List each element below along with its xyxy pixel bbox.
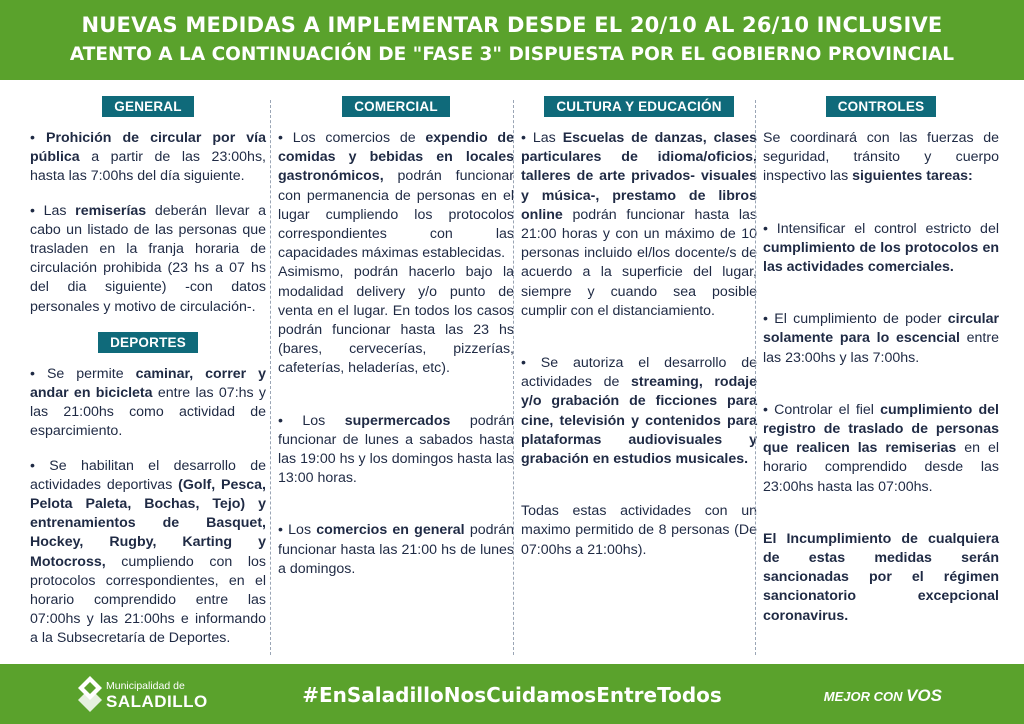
footer-banner: [0, 664, 1024, 724]
cultura-item-2: • Se autoriza el desarrollo de actividades de streaming, rodaje y/o grabación de ficciones para cine, televisión y contenidos para plataformas audiovisuales y grabación en estudios musicales.: [521, 355, 757, 468]
controles-item-1: Se coordinará con las fuerzas de seguridad, tránsito y cuerpo inspectivo las siguientes tareas:: [763, 130, 999, 185]
column-controles: [763, 96, 999, 641]
slogan: MEJOR CON VOS: [823, 686, 942, 705]
comercial-item-2: • Los supermercados podrán funcionar de lunes a sabados hasta las 19:00 hs y los domingos hasta las 13:00 horas.: [278, 412, 514, 487]
comercial-item-1b: Asimismo, podrán hacerlo bajo la modalidad delivery y/o punto de venta en el lugar. En todos los casos podrán funcionar hasta las 23 hs (bares, cervecerías, pizzerías, cafeterías, heladerías, etc).: [278, 264, 514, 377]
column-comercial: [278, 96, 514, 594]
section-tag-controles: CONTROLES: [826, 96, 937, 117]
column-divider: [755, 100, 756, 655]
municipality-name: Municipalidad de SALADILLO: [106, 680, 208, 711]
controles-item-3: • El cumplimiento de poder circular solamente para lo escencial entre las 23:00hs y las 7:00hs.: [763, 311, 999, 366]
column-divider: [270, 100, 271, 655]
section-tag-deportes: DEPORTES: [98, 332, 198, 353]
cultura-item-3: Todas estas actividades con un maximo permitido de 8 personas (De 07:00hs a 21:00hs).: [521, 503, 757, 558]
cultura-item-1: • Las Escuelas de danzas, clases particulares de idioma/oficios, talleres de arte privados- visuales y música-, prestamo de libros online podrán funcionar hasta las 21:00 horas y con un máximo de 10 personas incluido el/los docente/s de acuerdo a la superficie del lugar, siempre y cuando sea posible cumplir con el distanciamiento.: [521, 130, 757, 319]
general-item-2: • Las remiserías deberán llevar a cabo un listado de las personas que trasladen en la franja horaria de circulación prohibida (23 hs a 07 hs del dia siguiente) -con datos personales y motivo de circulación-.: [30, 202, 267, 315]
subtitle: ATENTO A LA CONTINUACIÓN DE "FASE 3" DISPUESTA POR EL GOBIERNO PROVINCIAL: [69, 44, 955, 65]
comercial-item-1: • Los comercios de expendio de comidas y bebidas en locales gastronómicos, podrán funcionar con permanencia de personas en el lugar cumpliendo los protocolos correspondientes con las capacidades máximas establecidas.: [278, 130, 514, 262]
section-tag-comercial: COMERCIAL: [342, 96, 450, 117]
main-title: NUEVAS MEDIDAS A IMPLEMENTAR DESDE EL 20/10 AL 26/10 INCLUSIVE: [81, 13, 943, 37]
section-tag-general: GENERAL: [102, 96, 193, 117]
comercial-item-3: • Los comercios en general podrán funcionar hasta las 21:00 hs de lunes a domingos.: [278, 522, 514, 577]
deportes-item-1: • Se permite caminar, correr y andar en bicicleta entre las 07:hs y las 21:00hs como actividad de esparcimiento.: [30, 365, 266, 440]
deportes-item-2: • Se habilitan el desarrollo de actividades deportivas (Golf, Pesca, Pelota Paleta, Bochas, Tejo) y entrenamientos de Basquet, Hockey, Rugby, Karting y Motocross, cumpliendo con los protocolos correspondientes, en el horario comprendido entre las 07:00hs y las 21:00hs e informando a la Subsecretaría de Deportes.: [30, 457, 266, 647]
controles-item-4: • Controlar el fiel cumplimiento del registro de traslado de personas que realicen las remiserias en el horario comprendido desde las 23:00hs hasta las 07:00hs.: [763, 401, 1000, 495]
header-banner: [0, 0, 1024, 80]
controles-item-2: • Intensificar el control estricto del cumplimiento de los protocolos en las actividades comerciales.: [763, 220, 999, 276]
column-divider: [513, 100, 514, 655]
hashtag: #EnSaladilloNosCuidamosEntreTodos: [302, 683, 722, 707]
section-tag-cultura: CULTURA Y EDUCACIÓN: [544, 96, 733, 117]
column-cultura: [521, 96, 757, 575]
general-item-1: • Prohición de circular por vía pública a partir de las 23:00hs, hasta las 7:00hs del día siguiente.: [30, 130, 266, 185]
controles-warning: El Incumplimiento de cualquiera de estas medidas serán sancionadas por el régimen sancionatorio excepcional coronavirus.: [763, 530, 999, 624]
column-general: [30, 96, 266, 664]
